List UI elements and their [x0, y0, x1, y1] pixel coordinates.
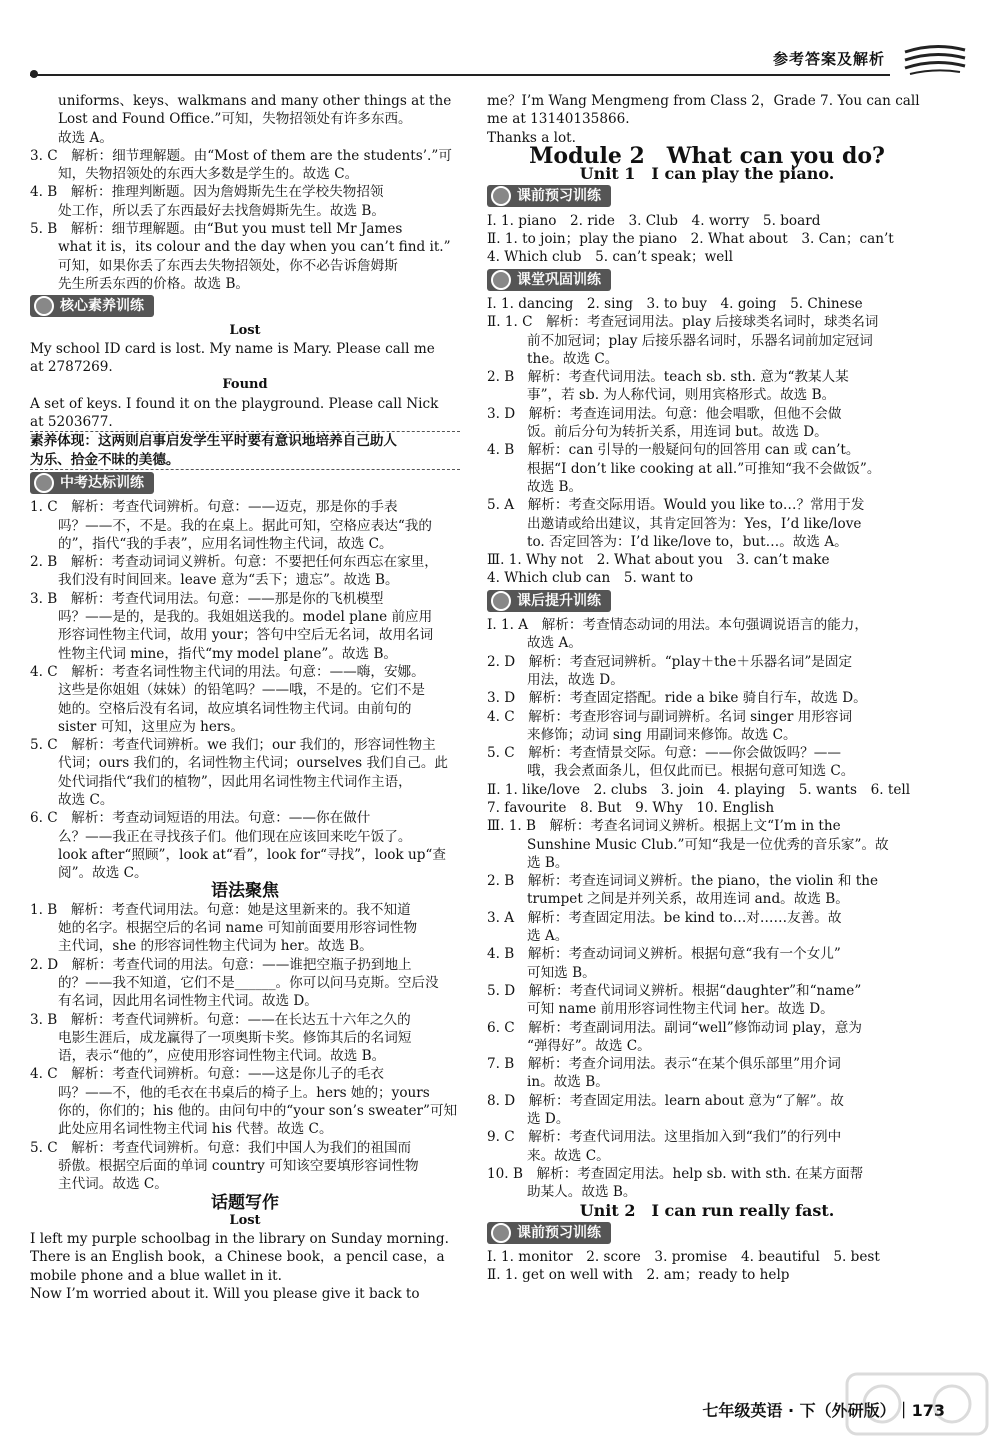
- text-line: 这些是你姐姐（妹妹）的铅笔吗？——哦，不是的。它们不是: [58, 682, 426, 699]
- unit2-title: Unit 2 I can run really fast.: [579, 1200, 835, 1220]
- text-line: 3. B 解析：考查代词用法。句意：——那是你的飞机模型: [30, 590, 384, 607]
- text-line: 素养体现：这两则启事启发学生平时要有意识地培养自己助人: [30, 433, 398, 450]
- text-line: in。故选 B。: [527, 1074, 609, 1091]
- text-line: A set of keys. I found it on the playground. Please call Nick: [30, 395, 439, 412]
- text-line: Ⅲ. 1. B 解析：考查名词词义辨析。根据上文“I’m in the: [487, 818, 841, 835]
- text-line: 主代词，she 的形容词性物主代词为 her。故选 B。: [58, 938, 373, 955]
- text-line: 哦，我会煮面条儿，但仅此而已。根据句意可知选 C。: [527, 763, 855, 780]
- text-line: Ⅰ. 1. dancing 2. sing 3. to buy 4. going 5. Chinese: [487, 295, 863, 312]
- text-line: to. 否定回答为：I’d like/love to，but…。故选 A。: [527, 533, 848, 550]
- text-line: 9. C 解析：考查代词用法。这里指加入到“我们”的行列中: [487, 1129, 842, 1146]
- text-line: 5. C 解析：考查代词辨析。we 我们；our 我们的，形容词性物主: [30, 737, 436, 754]
- text-line: 3. D 解析：考查连词用法。句意：他会唱歌，但他不会做: [487, 405, 842, 422]
- text-line: Thanks a lot.: [487, 129, 576, 146]
- section-heading-after: 课后提升训练: [487, 590, 611, 612]
- text-line: 吗？——是的，是我的。我姐姐送我的。model plane 前应用: [58, 609, 433, 626]
- page-header: [30, 0, 980, 80]
- text-line: 5. C 解析：考查代词辨析。句意：我们中国人为我们的祖国而: [30, 1139, 412, 1156]
- text-line: 4. C 解析：考查名词性物主代词的用法。句意：——嗨，安娜。: [30, 663, 425, 680]
- text-line: mobile phone and a blue wallet in it.: [30, 1267, 282, 1284]
- answer-list-after: [487, 616, 927, 1202]
- left-top-text: [30, 92, 460, 147]
- text-line: 性物主代词 mine，指代“my model plane”。故选 B。: [58, 645, 398, 662]
- text-line: 来修饰；动词 sing 用副词来修饰。故选 C。: [527, 726, 797, 743]
- text-line: 3. D 解析：考查固定搭配。ride a bike 骑自行车，故选 D。: [487, 690, 867, 707]
- text-line: Sunshine Music Club.”可知“我是一位优秀的音乐家”。故: [527, 836, 889, 853]
- text-line: 5. C 解析：考查情景交际。句意：——你会做饭吗？——: [487, 745, 841, 762]
- text-line: 出邀请或给出建议，其肯定回答为：Yes，I’d like/love: [527, 515, 862, 532]
- found-title: Found: [222, 377, 268, 393]
- text-line: 此处应用名词性物主代词 his 代替。故选 C。: [58, 1121, 333, 1138]
- text-line: 前不加冠词；play 后接乐器名词时，乐器名词前加定冠词: [527, 332, 873, 349]
- text-line: at 2787269.: [30, 359, 113, 376]
- text-line: 1. B 解析：考查代词用法。句意：她是这里新来的。我不知道: [30, 901, 411, 918]
- text-line: sister 可知，这里应为 hers。: [58, 718, 244, 735]
- unit1-title: Unit 1 I can play the piano.: [579, 164, 835, 184]
- text-line: 的？——我不知道，它们不是______。你可以问马克斯。空后没: [58, 974, 439, 991]
- text-line: 5. D 解析：考查代词词义辨析。根据“daughter”和“name”: [487, 982, 862, 999]
- text-line: what it is，its colour and the day when you can’t find it.”: [58, 239, 451, 256]
- text-line: 4. C 解析：考查形容词与副词辨析。名词 singer 用形容词: [487, 708, 853, 725]
- text-line: 代词；ours 我们的，名词性物主代词；ourselves 我们自己。此: [58, 755, 449, 772]
- text-line: me？I’m Wang Mengmeng from Class 2，Grade 7. You can call: [487, 93, 920, 109]
- answer-list-class: [487, 295, 927, 588]
- section-heading-exam: 中考达标训练: [30, 472, 154, 494]
- answer-list-preview: [487, 212, 927, 267]
- header-logo-icon: [900, 40, 970, 80]
- text-line: trumpet 之间是并列关系，故用连词 and。故选 B。: [527, 891, 849, 908]
- text-line: at 5203677.: [30, 414, 113, 431]
- section-heading-class: 课堂巩固训练: [487, 269, 611, 291]
- text-line: 4. B 解析：考查动词词义辨析。根据句意“我有一个女儿”: [487, 946, 841, 963]
- text-line: 5. A 解析：考查交际用语。Would you like to…？常用于发: [487, 497, 865, 514]
- text-line: 事”，若 sb. 为人称代词，则用宾格形式。故选 B。: [527, 387, 836, 404]
- right-column: [487, 92, 927, 1285]
- text-line: 1. C 解析：考查代词辨析。句意：——迈克，那是你的手表: [30, 499, 398, 516]
- text-line: 可知选 B。: [527, 964, 596, 981]
- grammar-heading: 语法聚焦: [211, 881, 279, 902]
- right-top-text: [487, 92, 927, 147]
- text-line: 选 A。: [527, 928, 569, 945]
- badge-icon: [491, 186, 511, 206]
- section-heading-core: 核心素养训练: [30, 295, 154, 317]
- text-line: 选 D。: [527, 1111, 570, 1128]
- page-footer: 七年级英语 · 下（外研版）｜173: [702, 1401, 945, 1420]
- text-line: 3. C 解析：细节理解题。由“Most of them are the students’.”可: [30, 147, 452, 164]
- text-line: 5. B 解析：细节理解题。由“But you must tell Mr James: [30, 221, 403, 238]
- text-line: 8. D 解析：考查固定用法。learn about 意为“了解”。故: [487, 1092, 844, 1109]
- text-line: 语，表示“他的”，应使用形容词性物主代词。故选 B。: [58, 1048, 386, 1065]
- text-line: My school ID card is lost. My name is Mary. Please call me: [30, 340, 435, 357]
- text-line: 3. A 解析：考查固定用法。be kind to…对……友善。故: [487, 909, 842, 926]
- text-line: 3. B 解析：考查代词辨析。句意：——在长达五十六年之久的: [30, 1011, 411, 1028]
- text-line: 她的名字。根据空后的名词 name 可知前面要用形容词性物: [58, 920, 418, 937]
- text-line: 2. B 解析：考查动词词义辨析。句意：不要把任何东西忘在家里，: [30, 554, 438, 571]
- writing-body: [30, 1230, 460, 1303]
- text-line: 的”，指代“我的手表”，应用名词性物主代词，故选 C。: [58, 535, 393, 552]
- answer-list-reading: [30, 147, 460, 293]
- lost2-title: Lost: [229, 1212, 261, 1228]
- text-line: 根据“I don’t like cooking at all.”可推知“我不会做饭”。: [527, 460, 881, 477]
- answer-list-exam: [30, 498, 460, 882]
- text-line: 4. B 解析：推理判断题。因为詹姆斯先生在学校失物招领: [30, 184, 384, 201]
- badge-icon: [34, 296, 54, 316]
- answer-list-grammar: [30, 901, 460, 1194]
- text-line: 故选 A。: [58, 129, 113, 146]
- lost-title: Lost: [229, 322, 261, 338]
- text-line: Ⅱ. 1. get on well with 2. am；ready to help: [487, 1267, 790, 1284]
- text-line: 2. B 解析：考查代词用法。teach sb. sth. 意为“教某人某: [487, 369, 849, 386]
- text-line: There is an English book，a Chinese book，a pencil case，a: [30, 1249, 445, 1266]
- text-line: 饭。前后分句为转折关系，用连词 but。故选 D。: [527, 424, 828, 441]
- header-title: 参考答案及解析: [772, 50, 885, 68]
- watermark-logo-icon: [842, 1369, 992, 1439]
- text-line: 4. Which club can 5. want to: [487, 570, 694, 587]
- text-line: Now I’m worried about it. Will you please give it back to: [30, 1286, 420, 1302]
- text-line: 为乐、拾金不昧的美德。: [30, 451, 180, 468]
- text-line: 知，失物招领处的东西大多数是学生的。故选 C。: [58, 166, 359, 183]
- text-line: 形容词性物主代词，故用 your；答句中空后无名词，故用名词: [58, 627, 434, 644]
- text-line: 4. C 解析：考查代词辨析。句意：——这是你儿子的毛衣: [30, 1066, 384, 1083]
- text-line: 助某人。故选 B。: [527, 1184, 637, 1201]
- text-line: 2. B 解析：考查连词词义辨析。the piano，the violin 和 the: [487, 873, 879, 890]
- left-column: [30, 92, 460, 1303]
- text-line: Ⅰ. 1. A 解析：考查情态动词的用法。本句强调说语言的能力，: [487, 617, 868, 634]
- text-line: 她的。空格后没有名词，故应填名词性物主代词。由前句的: [58, 700, 412, 717]
- text-line: 么？——我正在寻找孩子们。他们现在应该回来吃午饭了。: [58, 828, 412, 845]
- text-line: the。故选 C。: [527, 350, 619, 367]
- badge-icon: [34, 473, 54, 493]
- text-line: 故选 A。: [527, 635, 582, 652]
- text-line: 7. B 解析：考查介词用法。表示“在某个俱乐部里”用介词: [487, 1056, 841, 1073]
- text-line: 故选 B。: [527, 478, 583, 495]
- text-line: 我们没有时间回来。leave 意为“丢下；遗忘”。故选 B。: [58, 572, 399, 589]
- text-line: Ⅱ. 1. C 解析：考查冠词用法。play 后接球类名词时，球类名词: [487, 314, 879, 331]
- text-line: 吗？——不，他的毛衣在书桌后的椅子上。hers 她的；yours: [58, 1084, 430, 1101]
- text-line: Lost and Found Office.”可知，失物招领处有许多东西。: [58, 111, 412, 128]
- module-title: Module 2 What can you do?: [529, 142, 885, 169]
- section-heading-preview-2: 课前预习训练: [487, 1222, 611, 1244]
- badge-icon: [491, 1223, 511, 1243]
- text-line: Ⅱ. 1. to join；play the piano 2. What about 3. Can；can’t: [487, 231, 894, 248]
- text-line: 4. B 解析：can 引导的一般疑问句的回答用 can 或 can’t。: [487, 442, 860, 459]
- text-line: 吗？——不，不是。我的在桌上。据此可知，空格应表达“我的: [58, 517, 432, 534]
- text-line: 选 B。: [527, 854, 569, 871]
- text-line: 可知 name 前用形容词性物主代词 her。故选 D。: [527, 1001, 834, 1018]
- text-line: 6. C 解析：考查副词用法。副词“well”修饰动词 play，意为: [487, 1019, 862, 1036]
- text-line: 骄傲。根据空后面的单词 country 可知该空要填形容词性物: [58, 1157, 419, 1174]
- lost-notice: [30, 340, 460, 377]
- badge-icon: [491, 591, 511, 611]
- section-heading-preview: 课前预习训练: [487, 185, 611, 207]
- text-line: 有名词，因此用名词性物主代词。故选 D。: [58, 993, 318, 1010]
- text-line: Ⅰ. 1. piano 2. ride 3. Club 4. worry 5. board: [487, 212, 821, 229]
- text-line: 先生所丢东西的价格。故选 B。: [58, 275, 250, 292]
- text-line: 4. Which club 5. can’t speak；well: [487, 249, 733, 266]
- text-line: 用法，故选 D。: [527, 671, 624, 688]
- writing-heading: 话题写作: [211, 1192, 279, 1213]
- text-line: 可知，如果你丢了东西去失物招领处，你不必告诉詹姆斯: [58, 257, 398, 274]
- answer-list-preview-2: [487, 1248, 927, 1285]
- text-line: me at 13140135866.: [487, 111, 630, 128]
- text-line: 电影生涯后，成龙赢得了一项奥斯卡奖。修饰其后的名词短: [58, 1029, 412, 1046]
- text-line: “弹得好”。故选 C。: [527, 1037, 651, 1054]
- badge-icon: [491, 270, 511, 290]
- text-line: uniforms、keys、walkmans and many other things at the: [58, 93, 452, 109]
- text-line: 故选 C。: [58, 791, 114, 808]
- text-line: 2. D 解析：考查冠词辨析。“play＋the＋乐器名词”是固定: [487, 653, 853, 670]
- text-line: 处工作，所以丢了东西最好去找詹姆斯先生。故选 B。: [58, 202, 385, 219]
- text-line: look after“照顾”，look at“看”，look for“寻找”，look up“查: [58, 846, 446, 863]
- text-line: Ⅱ. 1. like/love 2. clubs 3. join 4. playing 5. wants 6. tell: [487, 781, 911, 798]
- text-line: 7. favourite 8. But 9. Why 10. English: [487, 799, 775, 816]
- text-line: 阅”。故选 C。: [58, 865, 148, 882]
- text-line: Ⅲ. 1. Why not 2. What about you 3. can’t make: [487, 552, 830, 569]
- text-line: 10. B 解析：考查固定用法。help sb. with sth. 在某方面帮: [487, 1165, 864, 1182]
- text-line: 处代词指代“我们的植物”，因此用名词性物主代词作主语，: [58, 773, 412, 790]
- text-line: 2. D 解析：考查代词的用法。句意：——谁把空瓶子扔到地上: [30, 956, 412, 973]
- header-rule: [30, 74, 890, 76]
- text-line: 6. C 解析：考查动词短语的用法。句意：——你在做什: [30, 810, 371, 827]
- text-line: 你的，你们的；his 他的。由问句中的“your son’s sweater”可知: [58, 1103, 458, 1120]
- text-line: I left my purple schoolbag in the library on Sunday morning.: [30, 1231, 449, 1248]
- found-notice: [30, 395, 460, 432]
- text-line: Ⅰ. 1. monitor 2. score 3. promise 4. beautiful 5. best: [487, 1249, 880, 1266]
- text-line: 来。故选 C。: [527, 1147, 610, 1164]
- text-line: 主代词。故选 C。: [58, 1176, 168, 1193]
- literacy-note: [30, 431, 460, 470]
